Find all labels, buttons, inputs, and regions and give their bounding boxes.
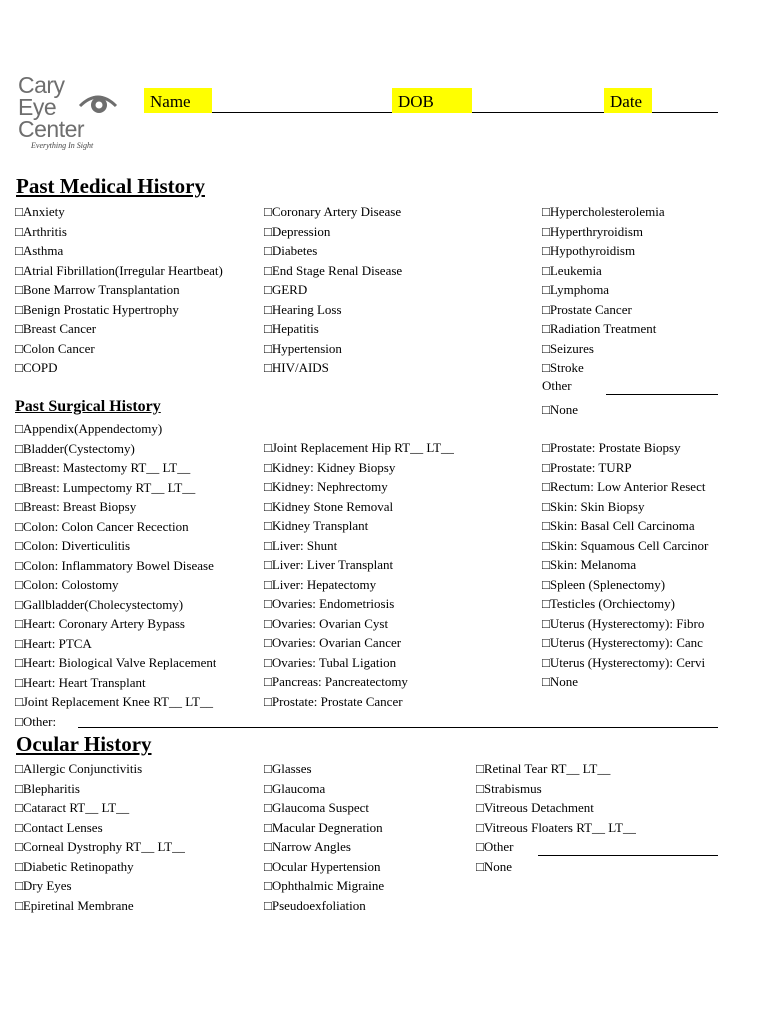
checkbox-option[interactable]: □Leukemia [542,262,602,278]
checkbox-option[interactable]: □Other [476,839,514,854]
logo-line-eye: Eye [18,94,57,120]
surgical-history-title: Past Surgical History [15,398,161,415]
checkbox-option[interactable]: □Colon: Colon Cancer Recection [15,518,189,534]
checkbox-option[interactable]: □Dry Eyes [15,878,72,893]
checkbox-option[interactable]: □Cataract RT__ LT__ [15,800,130,815]
checkbox-option[interactable]: □Skin: Melanoma [542,557,637,572]
eye-icon [78,90,118,120]
ocular-col-3 [476,759,636,876]
checkbox-option[interactable]: □Liver: Liver Transplant [264,557,394,572]
ocular-history-title: Ocular History [16,732,152,756]
medical-other-field[interactable] [606,394,718,395]
checkbox-option[interactable]: □Hearing Loss [264,301,342,317]
date-field[interactable] [652,112,718,113]
checkbox-option[interactable]: □Colon Cancer [15,340,95,356]
checkbox-option[interactable]: □Stroke [542,360,584,375]
checkbox-option[interactable]: □Coronary Artery Disease [264,204,402,219]
checkbox-option[interactable]: □Hepatitis [264,321,319,336]
checkbox-option[interactable]: □Narrow Angles [264,839,351,854]
checkbox-option[interactable]: □Prostate: Prostate Biopsy [542,440,681,455]
checkbox-option[interactable]: □Gallbladder(Cholecystectomy) [15,596,184,612]
checkbox-option[interactable]: □Pseudoexfoliation [264,897,366,913]
checkbox-option[interactable]: □Ovaries: Ovarian Cancer [264,635,402,650]
checkbox-option[interactable]: □Arthritis [15,223,67,239]
checkbox-option[interactable]: □Ovaries: Tubal Ligation [264,654,397,670]
name-label: Name [144,88,212,113]
checkbox-option[interactable]: □Macular Degneration [264,819,383,835]
checkbox-option[interactable]: □Ovaries: Endometriosis [264,596,395,611]
checkbox-option[interactable]: □Allergic Conjunctivitis [15,761,143,776]
checkbox-option[interactable]: □Other: [15,713,57,729]
checkbox-option[interactable]: □Contact Lenses [15,819,103,835]
dob-label: DOB [392,88,472,113]
checkbox-option[interactable]: □Appendix(Appendectomy) [15,421,163,436]
checkbox-option[interactable]: □Kidney Transplant [264,518,369,533]
checkbox-option[interactable]: □Anxiety [15,204,65,219]
checkbox-option[interactable]: □Strabismus [476,780,542,796]
dob-field[interactable] [472,112,604,113]
cary-eye-center-logo [16,74,120,154]
checkbox-option[interactable]: □Glaucoma [264,780,326,796]
logo-line-cary: Cary [18,72,65,98]
checkbox-option[interactable]: □Heart: PTCA [15,635,92,651]
checkbox-option[interactable]: □Hypertension [264,340,342,356]
checkbox-option[interactable]: □Vitreous Detachment [476,800,594,815]
checkbox-option[interactable]: □Spleen (Splenectomy) [542,576,666,592]
checkbox-option[interactable]: □Depression [264,223,331,239]
checkbox-option[interactable]: □End Stage Renal Disease [264,262,403,278]
medical-other-label: Other [542,378,572,393]
checkbox-option[interactable]: □Uterus (Hysterectomy): Canc [542,635,703,650]
checkbox-option[interactable]: □Epiretinal Membrane [15,897,134,913]
surgical-other-field[interactable] [78,727,718,728]
checkbox-option[interactable]: □Heart: Biological Valve Replacement [15,655,217,670]
checkbox-option[interactable]: □Lymphoma [542,282,610,297]
medical-history-title: Past Medical History [16,174,205,198]
ocular-other-field[interactable] [538,855,718,856]
checkbox-option[interactable]: □Joint Replacement Hip RT__ LT__ [264,440,455,455]
checkbox-option[interactable]: □None [542,674,579,689]
checkbox-option[interactable]: □GERD [264,282,308,297]
date-label: Date [604,88,652,113]
checkbox-option[interactable]: □Ophthalmic Migraine [264,878,385,893]
checkbox-option[interactable]: □Seizures [542,340,594,356]
checkbox-option[interactable]: □Glaucoma Suspect [264,800,369,815]
checkbox-option[interactable]: □Rectum: Low Anterior Resect [542,479,706,494]
checkbox-option[interactable]: □Bladder(Cystectomy) [15,440,135,456]
medical-none-option[interactable]: □None [542,402,579,417]
checkbox-option[interactable]: □Prostate: Prostate Cancer [264,693,403,709]
name-field[interactable] [212,112,392,113]
checkbox-option[interactable]: □Blepharitis [15,780,80,796]
checkbox-option[interactable]: □Bone Marrow Transplantation [15,282,180,297]
medical-col-1 [15,202,223,378]
checkbox-option[interactable]: □Skin: Squamous Cell Carcinor [542,537,709,553]
checkbox-option[interactable]: □Breast: Lumpectomy RT__ LT__ [15,479,196,495]
checkbox-option[interactable]: □Heart: Coronary Artery Bypass [15,616,185,631]
checkbox-option[interactable]: □Liver: Hepatectomy [264,576,377,592]
checkbox-option[interactable]: □Ovaries: Ovarian Cyst [264,615,389,631]
checkbox-option[interactable]: □Skin: Skin Biopsy [542,498,645,514]
logo-line-center: Center [18,116,85,142]
checkbox-option[interactable]: □Colon: Diverticulitis [15,538,131,553]
surgical-col-1 [15,419,216,731]
logo-tagline: Everything In Sight [31,141,94,150]
checkbox-option[interactable]: □Kidney Stone Removal [264,498,394,514]
checkbox-option[interactable]: □Retinal Tear RT__ LT__ [476,761,611,776]
medical-col-3 [542,202,665,378]
checkbox-option[interactable]: □Kidney: Nephrectomy [264,479,388,494]
checkbox-option[interactable]: □Vitreous Floaters RT__ LT__ [476,819,636,835]
checkbox-option[interactable]: □Glasses [264,761,312,776]
checkbox-option[interactable]: □Hyperthryroidism [542,223,644,239]
checkbox-option[interactable]: □Prostate Cancer [542,301,632,317]
checkbox-option[interactable]: □Diabetes [264,243,318,258]
checkbox-option[interactable]: □Benign Prostatic Hypertrophy [15,301,179,317]
medical-col-2 [264,202,402,378]
checkbox-option[interactable]: □Corneal Dystrophy RT__ LT__ [15,839,186,854]
checkbox-option[interactable]: □HIV/AIDS [264,360,329,375]
surgical-col-2 [264,438,454,711]
checkbox-option[interactable]: □Atrial Fibrillation(Irregular Heartbeat) [15,262,223,278]
ocular-col-1 [15,759,185,915]
checkbox-option[interactable]: □Diabetic Retinopathy [15,858,134,874]
checkbox-option[interactable]: □Breast: Mastectomy RT__ LT__ [15,460,191,475]
checkbox-option[interactable]: □Uterus (Hysterectomy): Cervi [542,654,706,670]
checkbox-option[interactable]: □Pancreas: Pancreatectomy [264,674,408,689]
checkbox-option[interactable]: □Prostate: TURP [542,459,632,475]
checkbox-option[interactable]: □Kidney: Kidney Biopsy [264,459,396,475]
checkbox-option[interactable]: □COPD [15,360,58,375]
checkbox-option[interactable]: □Hypothyroidism [542,243,636,258]
checkbox-option[interactable]: □Colon: Colostomy [15,577,119,592]
checkbox-option[interactable]: □Hypercholesterolemia [542,204,665,219]
checkbox-option[interactable]: □Testicles (Orchiectomy) [542,596,675,611]
checkbox-option[interactable]: □None [476,858,513,874]
checkbox-option[interactable]: □Uterus (Hysterectomy): Fibro [542,615,705,631]
checkbox-option[interactable]: □Radiation Treatment [542,321,657,336]
surgical-col-3 [542,438,720,692]
checkbox-option[interactable]: □Ocular Hypertension [264,858,381,874]
checkbox-option[interactable]: □Skin: Basal Cell Carcinoma [542,518,695,533]
checkbox-option[interactable]: □Asthma [15,243,64,258]
checkbox-option[interactable]: □Breast: Breast Biopsy [15,499,137,514]
checkbox-option[interactable]: □Colon: Inflammatory Bowel Disease [15,557,214,573]
checkbox-option[interactable]: □Joint Replacement Knee RT__ LT__ [15,694,213,709]
checkbox-option[interactable]: □Liver: Shunt [264,537,338,553]
ocular-col-2 [264,759,384,915]
checkbox-option[interactable]: □Breast Cancer [15,321,97,336]
checkbox-option[interactable]: □Heart: Heart Transplant [15,674,146,690]
